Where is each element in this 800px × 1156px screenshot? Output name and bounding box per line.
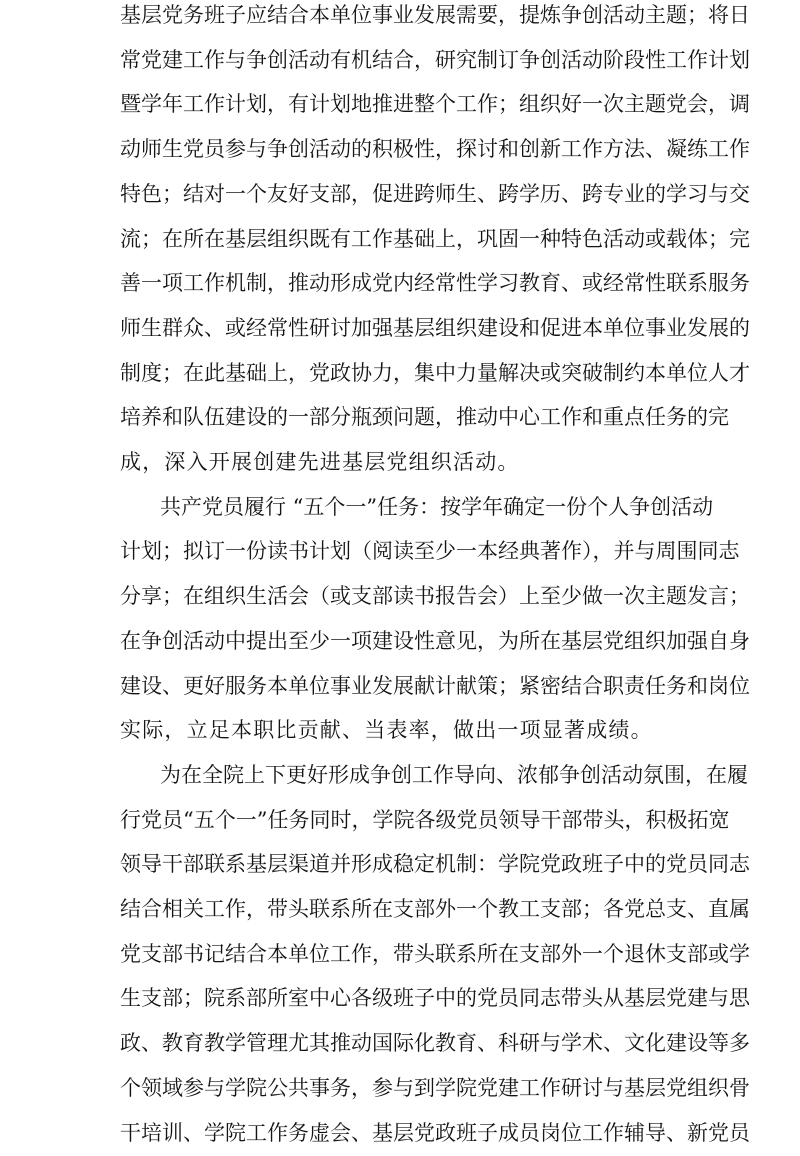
text-line: 建设、更好服务本单位事业发展献计献策；紧密结合职责任务和岗位: [120, 673, 750, 698]
text-line: 动师生党员参与争创活动的积极性，探讨和创新工作方法、凝练工作: [120, 137, 750, 162]
text-line: 善一项工作机制，推动形成党内经常性学习教育、或经常性联系服务: [120, 271, 750, 296]
text-line: 基层党务班子应结合本单位事业发展需要，提炼争创活动主题；将日: [120, 3, 750, 27]
text-line: 结合相关工作，带头联系所在支部外一个教工支部；各党总支、直属: [120, 897, 750, 921]
text-line: 常党建工作与争创活动有机结合，研究制订争创活动阶段性工作计划: [120, 47, 750, 72]
text-line: 流；在所在基层组织既有工作基础上，巩固一种特色活动或载体；完: [120, 226, 750, 251]
text-line: 实际，立足本职比贡献、当表率，做出一项显著成绩。: [120, 718, 653, 743]
text-line: 个领域参与学院公共事务，参与到学院党建工作研讨与基层党组织骨: [120, 1075, 750, 1100]
text-line: 在争创活动中提出至少一项建设性意见，为所在基层党组织加强自身: [120, 628, 750, 653]
text-line: 计划；拟订一份读书计划（阅读至少一本经典著作），并与周围同志: [120, 539, 740, 564]
text-line: 制度；在此基础上，党政协力，集中力量解决或突破制约本单位人才: [120, 360, 750, 385]
text-line: 师生群众、或经常性研讨加强基层组织建设和促进本单位事业发展的: [120, 315, 750, 340]
text-line: 领导干部联系基层渠道并形成稳定机制：学院党政班子中的党员同志: [120, 852, 750, 877]
text-line: 培养和队伍建设的一部分瓶颈问题，推动中心工作和重点任务的完: [120, 405, 729, 430]
text-line: 干培训、学院工作务虚会、基层党政班子成员岗位工作辅导、新党员: [120, 1120, 750, 1145]
text-line: 政、教育教学管理尤其推动国际化教育、科研与学术、文化建设等多: [120, 1031, 750, 1056]
text-line: 分享；在组织生活会（或支部读书报告会）上至少做一次主题发言；: [120, 584, 750, 609]
text-line: 生支部；院系部所室中心各级班子中的党员同志带头从基层党建与思: [120, 986, 750, 1011]
text-line: 行党员“五个一”任务同时，学院各级党员领导干部带头，积极拓宽: [120, 807, 730, 832]
text-line: 为在全院上下更好形成争创工作导向、浓郁争创活动氛围，在履: [160, 762, 748, 787]
text-line: 暨学年工作计划，有计划地推进整个工作；组织好一次主题党会，调: [120, 92, 750, 117]
text-line: 党支部书记结合本单位工作，带头联系所在支部外一个退休支部或学: [120, 941, 750, 966]
text-line: 成，深入开展创建先进基层党组织活动。: [120, 450, 520, 474]
text-line: 共产党员履行 “五个一”任务：按学年确定一份个人争创活动: [160, 494, 714, 519]
text-line: 特色；结对一个友好支部，促进跨师生、跨学历、跨专业的学习与交: [120, 181, 750, 206]
